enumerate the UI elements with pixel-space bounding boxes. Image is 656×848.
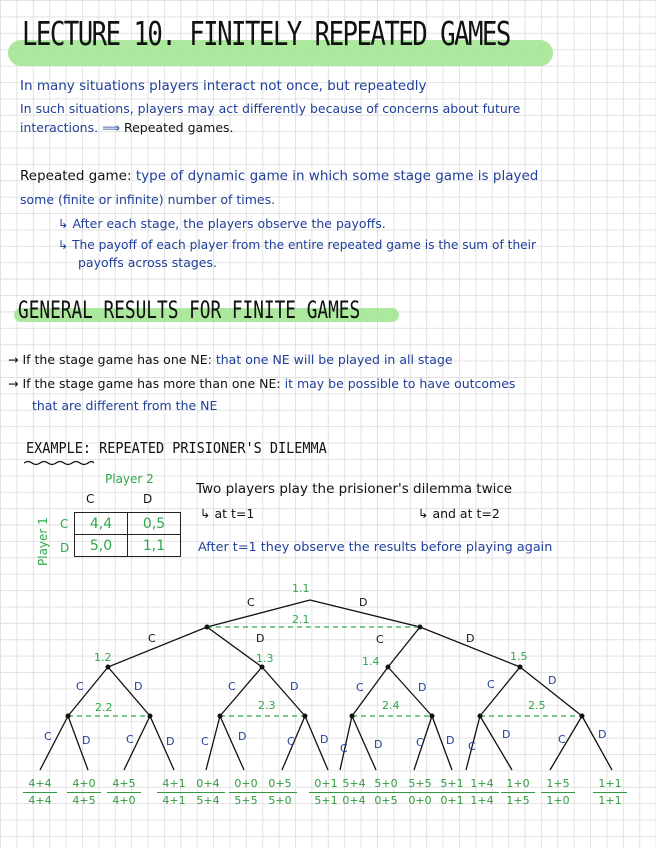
intro-line-3-b: Repeated games. (123, 120, 234, 135)
leaf-payoff (541, 776, 575, 809)
result-2-outcome: it may be possible to have outcomes (284, 376, 516, 391)
information-sets (68, 627, 582, 716)
node-label: 2.5 (528, 699, 546, 712)
leaf-payoff (23, 776, 57, 809)
edge-label-c: C (558, 733, 566, 746)
edge-label-d: D (166, 735, 175, 748)
leaf-payoff-player-1: 1+4 (465, 776, 499, 793)
result-1-condition: → If the stage game has one NE: (8, 352, 212, 367)
section-heading: GENERAL RESULTS FOR FINITE GAMES (18, 296, 361, 324)
leaf-payoff (593, 776, 627, 809)
leaf-payoff-player-2: 1+4 (470, 794, 494, 807)
edge-label-c: C (287, 735, 295, 748)
edge-label-c: C (468, 740, 476, 753)
example-heading: EXAMPLE: REPEATED PRISIONER'S DILEMMA (26, 439, 327, 457)
edge-label-c: C (416, 736, 424, 749)
leaf-payoff (157, 776, 191, 809)
leaf-payoff (191, 776, 225, 809)
row-c-label: C (60, 517, 69, 531)
leaf-payoff-player-2: 5+0 (268, 794, 292, 807)
leaf-payoff-player-2: 1+0 (546, 794, 570, 807)
edge-label-d: D (256, 632, 265, 645)
edge-label-d: D (320, 733, 329, 746)
leaf-payoff-player-2: 0+1 (440, 794, 464, 807)
definition-term: Repeated game: (20, 168, 132, 184)
leaf-payoff-player-2: 0+4 (342, 794, 366, 807)
edge-label-d: D (502, 728, 511, 741)
leaf-payoff (435, 776, 469, 809)
leaf-payoff (465, 776, 499, 809)
leaf-payoff-player-2: 4+5 (72, 794, 96, 807)
edge-label-d: D (374, 738, 383, 751)
implies-arrow: ⟹ (102, 120, 120, 135)
leaf-payoff-player-2: 4+1 (162, 794, 186, 807)
leaf-payoff (337, 776, 371, 809)
edge-label-c: C (126, 733, 134, 746)
edge-label-d: D (548, 674, 557, 687)
definition-bullet-2a: ↳ The payoff of each player from the entire repeated game is the sum of their (58, 238, 537, 252)
intro-line-3-a: interactions. (20, 120, 99, 135)
definition-bullet-2b: payoffs across stages. (78, 255, 217, 270)
leaf-payoff-player-1: 0+1 (309, 776, 343, 793)
leaf-payoff (501, 776, 535, 809)
edge-label-d: D (290, 680, 299, 693)
node-label: 1.1 (292, 582, 310, 595)
leaf-payoff (403, 776, 437, 809)
tree-dots (66, 625, 585, 719)
node-label: 2.1 (292, 613, 310, 626)
leaf-payoff-player-2: 1+1 (598, 794, 622, 807)
leaf-payoff-player-2: 5+4 (196, 794, 220, 807)
payoff-cell: 1,1 (128, 535, 181, 557)
leaf-payoff-player-1: 0+0 (229, 776, 263, 793)
node-label: 1.4 (362, 655, 380, 668)
leaf-payoff-player-1: 5+0 (369, 776, 403, 793)
leaf-payoff-player-1: 4+4 (23, 776, 57, 793)
example-desc-2a: ↳ at t=1 (200, 506, 255, 521)
leaf-payoff-player-1: 5+4 (337, 776, 371, 793)
edge-label-c: C (228, 680, 236, 693)
leaf-payoff-player-2: 5+5 (234, 794, 258, 807)
edge-label-d: D (466, 632, 475, 645)
leaf-payoff-player-1: 1+5 (541, 776, 575, 793)
payoff-cell: 5,0 (75, 535, 128, 557)
edge-label-d: D (418, 681, 427, 694)
intro-line-1: In many situations players interact not once, but repeatedly (20, 78, 427, 94)
leaf-payoff (67, 776, 101, 809)
node-label: 1.2 (94, 651, 112, 664)
leaf-payoff-player-1: 0+5 (263, 776, 297, 793)
leaf-payoff-player-2: 4+0 (112, 794, 136, 807)
result-1-outcome: that one NE will be played in all stage (215, 352, 453, 367)
leaf-payoff-player-2: 5+1 (314, 794, 338, 807)
player-2-label: Player 2 (105, 472, 154, 486)
column-d-label: D (143, 492, 153, 506)
leaf-payoff-player-2: 0+5 (374, 794, 398, 807)
edge-label-d: D (82, 734, 91, 747)
node-label: 2.4 (382, 699, 400, 712)
edge-label-c: C (356, 681, 364, 694)
leaf-payoff-player-1: 4+5 (107, 776, 141, 793)
definition-line-2: some (finite or infinite) number of times. (20, 192, 276, 207)
edge-label-d: D (446, 734, 455, 747)
definition-text: type of dynamic game in which some stage game is played (135, 168, 539, 184)
leaf-payoff-player-2: 4+4 (28, 794, 52, 807)
column-c-label: C (86, 492, 95, 506)
edge-label-c: C (376, 633, 384, 646)
leaf-payoff-player-1: 0+4 (191, 776, 225, 793)
leaf-payoff-player-1: 1+1 (593, 776, 627, 793)
leaf-payoff (229, 776, 263, 809)
leaf-payoff (369, 776, 403, 809)
leaf-payoff (107, 776, 141, 809)
result-2-condition: → If the stage game has more than one NE: (8, 376, 281, 391)
node-label: 2.2 (95, 701, 113, 714)
node-label: 1.3 (256, 652, 274, 665)
edge-label-c: C (340, 742, 348, 755)
leaf-payoff-player-1: 1+0 (501, 776, 535, 793)
leaf-payoff-player-2: 1+5 (506, 794, 530, 807)
example-desc-1: Two players play the prisioner's dilemma twice (196, 481, 513, 497)
leaf-payoff-player-1: 5+1 (435, 776, 469, 793)
edge-label-d: D (238, 730, 247, 743)
leaf-payoff-player-1: 4+1 (157, 776, 191, 793)
payoff-cell: 0,5 (128, 513, 181, 535)
node-label: 2.3 (258, 699, 276, 712)
payoff-cell: 4,4 (75, 513, 128, 535)
intro-line-2: In such situations, players may act differently because of concerns about future (20, 101, 521, 116)
node-label: 1.5 (510, 650, 528, 663)
leaf-payoff (263, 776, 297, 809)
example-desc-3: After t=1 they observe the results before playing again (198, 540, 553, 555)
edge-label-c: C (201, 735, 209, 748)
edge-label-d: D (134, 680, 143, 693)
edge-label-c: C (247, 596, 255, 609)
leaf-payoff-player-1: 4+0 (67, 776, 101, 793)
leaf-payoff-player-1: 5+5 (403, 776, 437, 793)
edge-label-c: C (76, 680, 84, 693)
edge-label-c: C (487, 678, 495, 691)
definition-bullet-1: ↳ After each stage, the players observe the payoffs. (58, 216, 386, 231)
leaf-payoff-player-2: 0+0 (408, 794, 432, 807)
edge-label-c: C (44, 730, 52, 743)
edge-label-d: D (598, 728, 607, 741)
page-title: LECTURE 10. FINITELY REPEATED GAMES (22, 14, 510, 53)
result-2-continuation: that are different from the NE (32, 398, 218, 413)
player-1-label: Player 1 (36, 517, 50, 566)
edge-label-d: D (359, 596, 368, 609)
edge-label-c: C (148, 632, 156, 645)
example-desc-2b: ↳ and at t=2 (418, 506, 500, 521)
row-d-label: D (60, 541, 70, 555)
